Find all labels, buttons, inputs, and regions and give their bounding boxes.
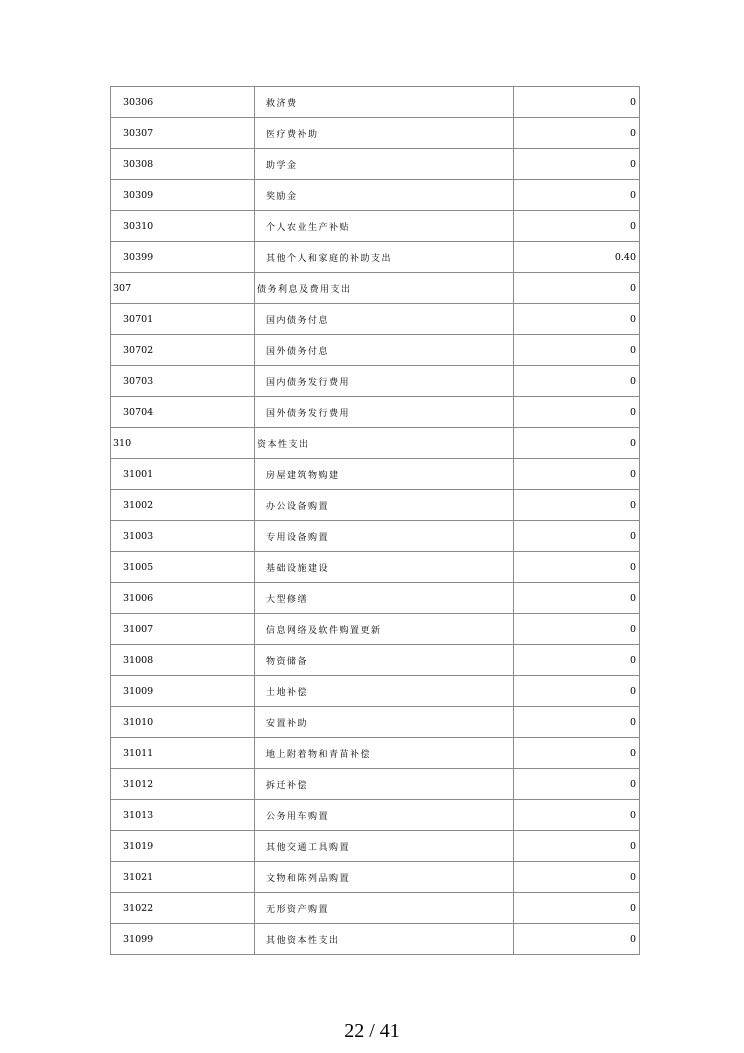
account-code-cell: 310 [111, 428, 255, 459]
amount-cell: 0 [514, 118, 640, 149]
table-row [111, 707, 640, 738]
account-name-cell: 国内债务付息 [255, 304, 514, 335]
table-row [111, 738, 640, 769]
table-row [111, 366, 640, 397]
account-name-cell: 医疗费补助 [255, 118, 514, 149]
table-row [111, 893, 640, 924]
account-code-cell: 31009 [111, 676, 255, 707]
table-row [111, 459, 640, 490]
account-code-cell: 31006 [111, 583, 255, 614]
account-name-cell: 助学金 [255, 149, 514, 180]
table-row [111, 87, 640, 118]
table-row [111, 211, 640, 242]
account-name-cell: 国内债务发行费用 [255, 366, 514, 397]
amount-cell: 0 [514, 645, 640, 676]
table-row [111, 769, 640, 800]
table-row [111, 428, 640, 459]
account-code-cell: 31008 [111, 645, 255, 676]
amount-cell: 0 [514, 490, 640, 521]
amount-cell: 0 [514, 738, 640, 769]
table-row [111, 149, 640, 180]
account-code-cell: 31099 [111, 924, 255, 955]
table-row [111, 397, 640, 428]
table-row [111, 583, 640, 614]
table-row [111, 304, 640, 335]
amount-cell: 0 [514, 831, 640, 862]
amount-cell: 0 [514, 304, 640, 335]
account-code-cell: 31013 [111, 800, 255, 831]
account-code-cell: 31011 [111, 738, 255, 769]
amount-cell: 0.40 [514, 242, 640, 273]
account-code-cell: 31010 [111, 707, 255, 738]
amount-cell: 0 [514, 707, 640, 738]
table-row [111, 800, 640, 831]
table-row [111, 490, 640, 521]
account-name-cell: 基础设施建设 [255, 552, 514, 583]
account-code-cell: 30702 [111, 335, 255, 366]
account-code-cell: 31019 [111, 831, 255, 862]
account-name-cell: 国外债务发行费用 [255, 397, 514, 428]
account-name-cell: 办公设备购置 [255, 490, 514, 521]
account-name-cell: 专用设备购置 [255, 521, 514, 552]
account-code-cell: 30309 [111, 180, 255, 211]
account-name-cell: 土地补偿 [255, 676, 514, 707]
account-name-cell: 安置补助 [255, 707, 514, 738]
account-code-cell: 30310 [111, 211, 255, 242]
account-name-cell: 奖励金 [255, 180, 514, 211]
account-code-cell: 30703 [111, 366, 255, 397]
account-name-cell: 公务用车购置 [255, 800, 514, 831]
table-row [111, 645, 640, 676]
table-body [111, 87, 640, 955]
table-row [111, 552, 640, 583]
account-code-cell: 30308 [111, 149, 255, 180]
account-code-cell: 30306 [111, 87, 255, 118]
table-row [111, 242, 640, 273]
account-name-cell: 债务利息及费用支出 [255, 273, 514, 304]
amount-cell: 0 [514, 583, 640, 614]
table-row [111, 118, 640, 149]
account-code-cell: 31005 [111, 552, 255, 583]
account-code-cell: 31012 [111, 769, 255, 800]
account-name-cell: 其他资本性支出 [255, 924, 514, 955]
table-row [111, 614, 640, 645]
amount-cell: 0 [514, 459, 640, 490]
table-row [111, 180, 640, 211]
amount-cell: 0 [514, 211, 640, 242]
table-row [111, 831, 640, 862]
account-name-cell: 房屋建筑物购建 [255, 459, 514, 490]
account-name-cell: 文物和陈列品购置 [255, 862, 514, 893]
account-code-cell: 30704 [111, 397, 255, 428]
account-name-cell: 救济费 [255, 87, 514, 118]
amount-cell: 0 [514, 521, 640, 552]
amount-cell: 0 [514, 893, 640, 924]
account-name-cell: 资本性支出 [255, 428, 514, 459]
account-code-cell: 30701 [111, 304, 255, 335]
table-row [111, 521, 640, 552]
account-name-cell: 个人农业生产补贴 [255, 211, 514, 242]
account-name-cell: 物资储备 [255, 645, 514, 676]
amount-cell: 0 [514, 614, 640, 645]
account-code-cell: 31002 [111, 490, 255, 521]
amount-cell: 0 [514, 397, 640, 428]
amount-cell: 0 [514, 87, 640, 118]
amount-cell: 0 [514, 924, 640, 955]
account-name-cell: 国外债务付息 [255, 335, 514, 366]
table-row [111, 862, 640, 893]
account-code-cell: 30307 [111, 118, 255, 149]
account-code-cell: 307 [111, 273, 255, 304]
amount-cell: 0 [514, 366, 640, 397]
account-name-cell: 其他交通工具购置 [255, 831, 514, 862]
amount-cell: 0 [514, 862, 640, 893]
table-row [111, 676, 640, 707]
account-name-cell: 大型修缮 [255, 583, 514, 614]
account-code-cell: 31001 [111, 459, 255, 490]
budget-table [110, 86, 640, 955]
amount-cell: 0 [514, 149, 640, 180]
page-number: 22 / 41 [344, 1020, 400, 1042]
table-row [111, 273, 640, 304]
account-code-cell: 30399 [111, 242, 255, 273]
account-name-cell: 其他个人和家庭的补助支出 [255, 242, 514, 273]
table-row [111, 924, 640, 955]
amount-cell: 0 [514, 335, 640, 366]
account-code-cell: 31021 [111, 862, 255, 893]
account-name-cell: 无形资产购置 [255, 893, 514, 924]
account-code-cell: 31022 [111, 893, 255, 924]
amount-cell: 0 [514, 552, 640, 583]
account-name-cell: 拆迁补偿 [255, 769, 514, 800]
amount-cell: 0 [514, 273, 640, 304]
account-name-cell: 信息网络及软件购置更新 [255, 614, 514, 645]
account-code-cell: 31007 [111, 614, 255, 645]
account-code-cell: 31003 [111, 521, 255, 552]
amount-cell: 0 [514, 769, 640, 800]
amount-cell: 0 [514, 800, 640, 831]
amount-cell: 0 [514, 676, 640, 707]
amount-cell: 0 [514, 180, 640, 211]
table-row [111, 335, 640, 366]
account-name-cell: 地上附着物和青苗补偿 [255, 738, 514, 769]
amount-cell: 0 [514, 428, 640, 459]
